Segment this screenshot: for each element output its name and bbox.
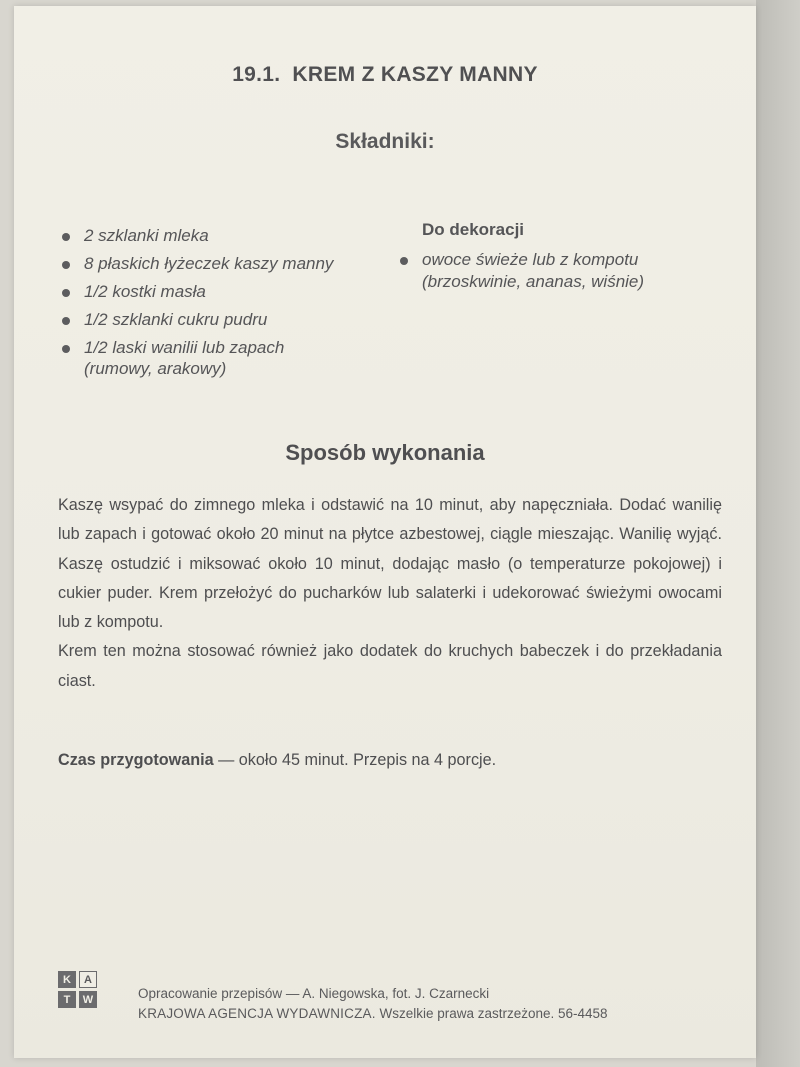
logo-letter: K (58, 971, 76, 988)
bullet-icon (62, 345, 70, 353)
method-paragraph: Kaszę wsypać do zimnego mleka i odstawić na 10 minut, aby napęczniała. Dodać wanilię lub zapach i gotować około 20 minut na płytce azbestowej, ciągle mieszając. Wanilię wyjąć. Kaszę ostudzić i miksować około 10 minut, dodając masło (o temperaturze pokojowej) i cukier puder. Krem przełożyć do pucharków lub salaterki i udekorować świeżymi owocami lub z kompotu. (58, 496, 722, 632)
decoration-list (394, 249, 724, 293)
recipe-number: 19.1. (232, 63, 281, 86)
recipe-title (14, 63, 756, 87)
decoration-heading: Do dekoracji (422, 220, 525, 239)
decoration-text-continued: (brzoskwinie, ananas, wiśnie) (422, 272, 645, 291)
ingredient-text-continued: (rumowy, arakowy) (84, 359, 227, 378)
decoration-text: owoce świeże lub z kompotu (422, 250, 639, 269)
footer-publisher-line (138, 1006, 608, 1021)
bullet-icon (62, 233, 70, 241)
preparation-time (58, 751, 722, 770)
preparation-time-value: — około 45 minut. Przepis na 4 porcje. (213, 751, 497, 769)
method-heading: Sposób wykonania (285, 440, 485, 465)
logo-letter: W (79, 991, 97, 1008)
footer-credits: Opracowanie przepisów — A. Niegowska, fot. J. Czarnecki (138, 986, 490, 1001)
publisher-name: KRAJOWA AGENCJA WYDAWNICZA. (138, 1006, 376, 1021)
ingredient-text: 8 płaskich łyżeczek kaszy manny (84, 254, 334, 273)
bullet-icon (400, 257, 408, 265)
logo-letter: T (58, 991, 76, 1008)
list-item (56, 222, 396, 250)
list-item (56, 306, 396, 334)
list-item (56, 334, 396, 380)
logo-letter: A (79, 971, 97, 988)
method-text (58, 491, 722, 696)
bullet-icon (62, 289, 70, 297)
rights-notice: Wszelkie prawa zastrzeżone. 56-4458 (379, 1006, 608, 1021)
ingredient-text: 2 szklanki mleka (84, 226, 209, 245)
list-item (394, 249, 724, 293)
ingredients-heading: Składniki: (335, 130, 435, 153)
list-item (56, 278, 396, 306)
method-paragraph: Krem ten można stosować również jako dodatek do kruchych babeczek i do przekładania ciast. (58, 642, 722, 690)
background-edge (756, 0, 800, 1067)
list-item (56, 250, 396, 278)
publisher-logo (58, 971, 98, 1009)
ingredient-text: 1/2 kostki masła (84, 282, 206, 301)
ingredient-text: 1/2 laski wanilii lub zapach (84, 338, 285, 357)
ingredients-list (56, 222, 396, 380)
preparation-time-label: Czas przygotowania (58, 751, 214, 769)
bullet-icon (62, 261, 70, 269)
recipe-name: KREM Z KASZY MANNY (292, 63, 538, 86)
bullet-icon (62, 317, 70, 325)
ingredient-text: 1/2 szklanki cukru pudru (84, 310, 268, 329)
recipe-card (14, 6, 756, 1058)
